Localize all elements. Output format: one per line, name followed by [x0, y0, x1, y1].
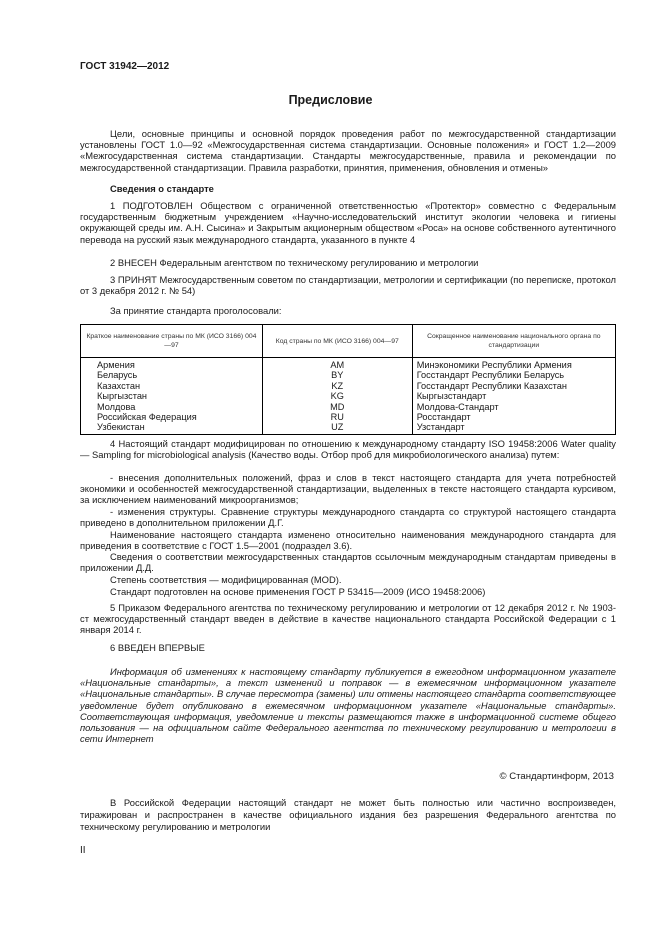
table-row [81, 412, 616, 422]
item-4-degree: Степень соответствия — модифицированная (MOD). [110, 574, 342, 585]
header-body: Сокращенное наименование национального органа по стандартизации [412, 325, 615, 358]
table-row [81, 402, 616, 412]
country-cell: Молдова [81, 402, 263, 412]
item-2: 2 ВНЕСЕН Федеральным агентством по техническому регулированию и метрологии [110, 257, 479, 268]
country-cell: Беларусь [81, 370, 263, 380]
change-notice: Информация об изменениях к настоящему стандарту публикуется в ежегодном информационном указателе «Национальные стандарты», а текст изменений и поправок — в ежемесячном информационном указателе «Национальные стандарты». В случае пересмотра (замены) или отмены настоящего стандарта соответствующее уведомление будет опубликовано в ежемесячном информационном указателе «Национальные стандарты». Соответствующая информация, уведомление и тексты размещаются также в информационной системе общего пользования — на официальном сайте Федерального агентства по техническому регулированию и метрологии в сети Интернет [80, 666, 616, 745]
vote-intro: За принятие стандарта проголосовали: [110, 305, 282, 316]
item-3: 3 ПРИНЯТ Межгосударственным советом по стандартизации, метрологии и сертификации (по переписке, протокол от 3 декабря 2012 г. № 54) [80, 274, 616, 297]
country-cell: Российская Федерация [81, 412, 263, 422]
code-cell: MD [262, 402, 412, 412]
body-cell: Госстандарт Республики Беларусь [412, 370, 615, 380]
body-cell: Узстандарт [412, 422, 615, 434]
table-row [81, 422, 616, 434]
country-cell: Армения [81, 358, 263, 371]
header-code: Код страны по МК (ИСО 3166) 004—97 [262, 325, 412, 358]
body-cell: Минэкономики Республики Армения [412, 358, 615, 371]
table-row [81, 370, 616, 380]
item-4-title-change: Наименование настоящего стандарта изменено относительно наименования международного стандарта для приведения в соответствие с ГОСТ 1.5—2001 (подраздел 3.6). [80, 529, 616, 552]
item-6: 6 ВВЕДЕН ВПЕРВЫЕ [110, 642, 205, 653]
voting-table [80, 324, 616, 435]
code-cell: KG [262, 391, 412, 401]
page-number: II [80, 845, 86, 856]
country-cell: Кыргызстан [81, 391, 263, 401]
code-cell: RU [262, 412, 412, 422]
table-header-row [81, 325, 616, 358]
reproduction-notice: В Российской Федерации настоящий стандарт не может быть полностью или частично воспроизведен, тиражирован и распространен в качестве официального издания без разрешения Федерального агентства по техническому регулированию и метрологии [80, 797, 616, 832]
country-cell: Казахстан [81, 381, 263, 391]
table-row [81, 391, 616, 401]
code-cell: UZ [262, 422, 412, 434]
item-4-structure: - изменения структуры. Сравнение структуры международного стандарта со структурой настоящего стандарта приведено в дополнительном приложении Д.Г. [80, 506, 616, 529]
country-cell: Узбекистан [81, 422, 263, 434]
body-cell: Росстандарт [412, 412, 615, 422]
code-cell: BY [262, 370, 412, 380]
header-country: Краткое наименование страны по МК (ИСО 3166) 004—97 [81, 325, 263, 358]
body-cell: Госстандарт Республики Казахстан [412, 381, 615, 391]
body-cell: Кыргызстандарт [412, 391, 615, 401]
section-heading: Сведения о стандарте [110, 183, 214, 194]
item-4-additions: - внесения дополнительных положений, фраз и слов в текст настоящего стандарта для учета потребностей экономики и особенностей межгосударственной стандартизации, выделенных в тексте настоящего стандарта курсивом, за исключением наименований микроорганизмов; [80, 472, 616, 506]
item-4: 4 Настоящий стандарт модифицирован по отношению к международному стандарту ISO 19458:2006 Water quality — Sampling for microbiological analysis (Качество воды. Отбор проб для микробиологического анализа) путем: [80, 438, 616, 461]
document-header: ГОСТ 31942—2012 [80, 61, 170, 72]
body-cell: Молдова-Стандарт [412, 402, 615, 412]
table-row [81, 358, 616, 371]
item-1: 1 ПОДГОТОВЛЕН Обществом с ограниченной ответственностью «Протектор» совместно с Федеральным государственным бюджетным учреждением «Научно-исследовательский институт экологии человека и гигиены окружающей среды им. А.Н. Сысина» и Закрытым акционерным обществом «Роса» на основе собственного аутентичного перевода на русский язык международного стандарта, указанного в пункте 4 [80, 200, 616, 245]
code-cell: KZ [262, 381, 412, 391]
item-5: 5 Приказом Федерального агентства по техническому регулированию и метрологии от 12 декабря 2012 г. № 1903-ст межгосударственный стандарт введен в действие в качестве национального стандарта Российской Федерации с 1 января 2014 г. [80, 602, 616, 636]
copyright-notice: © Стандартинформ, 2013 [499, 771, 614, 782]
item-4-references: Сведения о соответствии межгосударственных стандартов ссылочным международным стандартам приведены в приложении Д.Д. [80, 551, 616, 574]
item-4-basis: Стандарт подготовлен на основе применения ГОСТ Р 53415—2009 (ИСО 19458:2006) [110, 586, 486, 597]
page-title: Предисловие [288, 93, 373, 107]
table-row [81, 381, 616, 391]
code-cell: AM [262, 358, 412, 371]
intro-paragraph: Цели, основные принципы и основной порядок проведения работ по межгосударственной стандартизации установлены ГОСТ 1.0—92 «Межгосударственная система стандартизации. Основные положения» и ГОСТ 1.2—2009 «Межгосударственная система стандартизации. Стандарты межгосударственные, правила и рекомендации по межгосударственной стандартизации. Правила разработки, принятия, применения, обновления и отмены» [80, 128, 616, 173]
